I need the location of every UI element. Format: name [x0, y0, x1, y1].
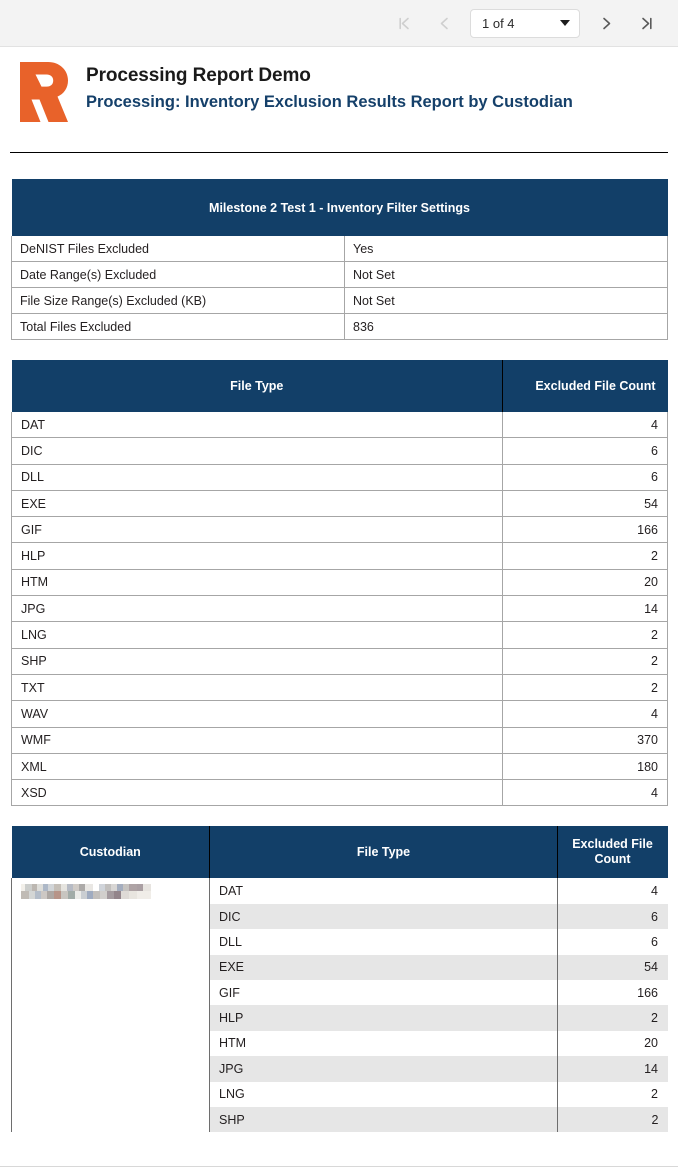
table-row — [12, 314, 668, 340]
table-row — [12, 262, 668, 288]
setting-value: Not Set — [345, 288, 668, 314]
last-page-button[interactable] — [626, 8, 666, 38]
cell-file-type: DAT — [12, 412, 503, 438]
table-row — [12, 543, 668, 569]
cell-file-type: XML — [12, 753, 503, 779]
cell-excluded-file-count: 2 — [503, 674, 668, 700]
cell-file-type: DLL — [12, 464, 503, 490]
table-row — [12, 780, 668, 806]
cell-file-type: HLP — [210, 1005, 558, 1030]
cell-file-type: DIC — [210, 904, 558, 929]
report-subtitle: Processing: Inventory Exclusion Results Report by Custodian — [86, 92, 573, 111]
table-row — [12, 701, 668, 727]
cell-file-type: DLL — [210, 929, 558, 954]
cell-excluded-file-count: 166 — [558, 980, 668, 1005]
cell-excluded-file-count: 2 — [503, 648, 668, 674]
cell-excluded-file-count: 370 — [503, 727, 668, 753]
cell-excluded-file-count: 6 — [558, 929, 668, 954]
settings-table-title: Milestone 2 Test 1 - Inventory Filter Settings — [12, 179, 668, 236]
count-header-line2: Count — [594, 852, 631, 867]
cell-excluded-file-count: 6 — [503, 464, 668, 490]
cell-excluded-file-count: 54 — [558, 955, 668, 980]
table-row — [12, 753, 668, 779]
cell-excluded-file-count: 2 — [503, 622, 668, 648]
count-header-line1: Excluded File — [572, 837, 653, 852]
table-header-row — [12, 360, 668, 412]
cell-excluded-file-count: 54 — [503, 490, 668, 516]
column-header-file-type: File Type — [12, 360, 503, 412]
cell-excluded-file-count: 2 — [558, 1107, 668, 1132]
first-page-icon — [396, 15, 413, 32]
page-title: Processing Report Demo — [86, 65, 311, 86]
first-page-button[interactable] — [384, 8, 424, 38]
custodian-breakdown-body — [12, 878, 668, 1132]
cell-file-type: HLP — [12, 543, 503, 569]
cell-excluded-file-count: 2 — [558, 1005, 668, 1030]
setting-label: DeNIST Files Excluded — [12, 236, 345, 262]
cell-file-type: TXT — [12, 674, 503, 700]
cell-file-type: GIF — [210, 980, 558, 1005]
cell-file-type: GIF — [12, 517, 503, 543]
cell-file-type: JPG — [210, 1056, 558, 1081]
cell-excluded-file-count: 2 — [503, 543, 668, 569]
cell-excluded-file-count: 4 — [558, 878, 668, 903]
cell-excluded-file-count: 6 — [558, 904, 668, 929]
cell-excluded-file-count: 6 — [503, 438, 668, 464]
custodian-breakdown-table — [11, 826, 668, 1132]
cell-file-type: WMF — [12, 727, 503, 753]
page-select[interactable] — [470, 9, 580, 38]
table-row — [12, 674, 668, 700]
cell-excluded-file-count: 166 — [503, 517, 668, 543]
cell-excluded-file-count: 14 — [558, 1056, 668, 1081]
pagination-toolbar — [0, 0, 678, 47]
setting-label: Date Range(s) Excluded — [12, 262, 345, 288]
column-header-excluded-file-count — [558, 826, 668, 878]
filetype-totals-body — [12, 412, 668, 806]
table-row — [12, 622, 668, 648]
cell-excluded-file-count: 20 — [558, 1031, 668, 1056]
page-select-value: 1 of 4 — [482, 15, 515, 31]
table-row — [12, 727, 668, 753]
cell-file-type: SHP — [12, 648, 503, 674]
chevron-right-icon — [598, 15, 615, 32]
last-page-icon — [638, 15, 655, 32]
inventory-filter-settings-table — [11, 179, 668, 340]
table-row — [12, 438, 668, 464]
previous-page-button[interactable] — [424, 8, 464, 38]
header-divider — [10, 152, 668, 153]
chevron-left-icon — [436, 15, 453, 32]
table-row — [12, 878, 668, 903]
cell-file-type: XSD — [12, 780, 503, 806]
cell-file-type: DIC — [12, 438, 503, 464]
cell-excluded-file-count: 180 — [503, 753, 668, 779]
table-row — [12, 648, 668, 674]
setting-label: File Size Range(s) Excluded (KB) — [12, 288, 345, 314]
cell-file-type: SHP — [210, 1107, 558, 1132]
table-row — [12, 569, 668, 595]
setting-value: Yes — [345, 236, 668, 262]
cell-excluded-file-count: 2 — [558, 1082, 668, 1107]
page-bottom-divider — [0, 1166, 678, 1167]
table-row — [12, 464, 668, 490]
table-row — [12, 412, 668, 438]
cell-file-type: EXE — [210, 955, 558, 980]
table-header-row — [12, 179, 668, 236]
next-page-button[interactable] — [586, 8, 626, 38]
report-header — [0, 47, 678, 123]
cell-file-type: LNG — [12, 622, 503, 648]
table-row — [12, 288, 668, 314]
column-header-excluded-file-count: Excluded File Count — [503, 360, 668, 412]
cell-file-type: HTM — [12, 569, 503, 595]
setting-label: Total Files Excluded — [12, 314, 345, 340]
cell-file-type: WAV — [12, 701, 503, 727]
chevron-down-icon — [560, 20, 570, 26]
column-header-custodian: Custodian — [12, 826, 210, 878]
table-header-row — [12, 826, 668, 878]
table-row — [12, 596, 668, 622]
cell-file-type: EXE — [12, 490, 503, 516]
relativity-r-logo — [18, 61, 70, 123]
cell-custodian-name-redacted — [12, 878, 210, 1132]
setting-value: 836 — [345, 314, 668, 340]
cell-excluded-file-count: 4 — [503, 412, 668, 438]
cell-excluded-file-count: 14 — [503, 596, 668, 622]
table-row — [12, 236, 668, 262]
filetype-totals-table — [11, 360, 668, 806]
table-row — [12, 517, 668, 543]
cell-file-type: HTM — [210, 1031, 558, 1056]
cell-file-type: DAT — [210, 878, 558, 903]
table-row — [12, 490, 668, 516]
cell-excluded-file-count: 4 — [503, 780, 668, 806]
cell-file-type: LNG — [210, 1082, 558, 1107]
setting-value: Not Set — [345, 262, 668, 288]
column-header-file-type: File Type — [210, 826, 558, 878]
cell-file-type: JPG — [12, 596, 503, 622]
settings-table-body — [12, 236, 668, 340]
cell-excluded-file-count: 4 — [503, 701, 668, 727]
redaction-blur — [21, 884, 151, 899]
cell-excluded-file-count: 20 — [503, 569, 668, 595]
